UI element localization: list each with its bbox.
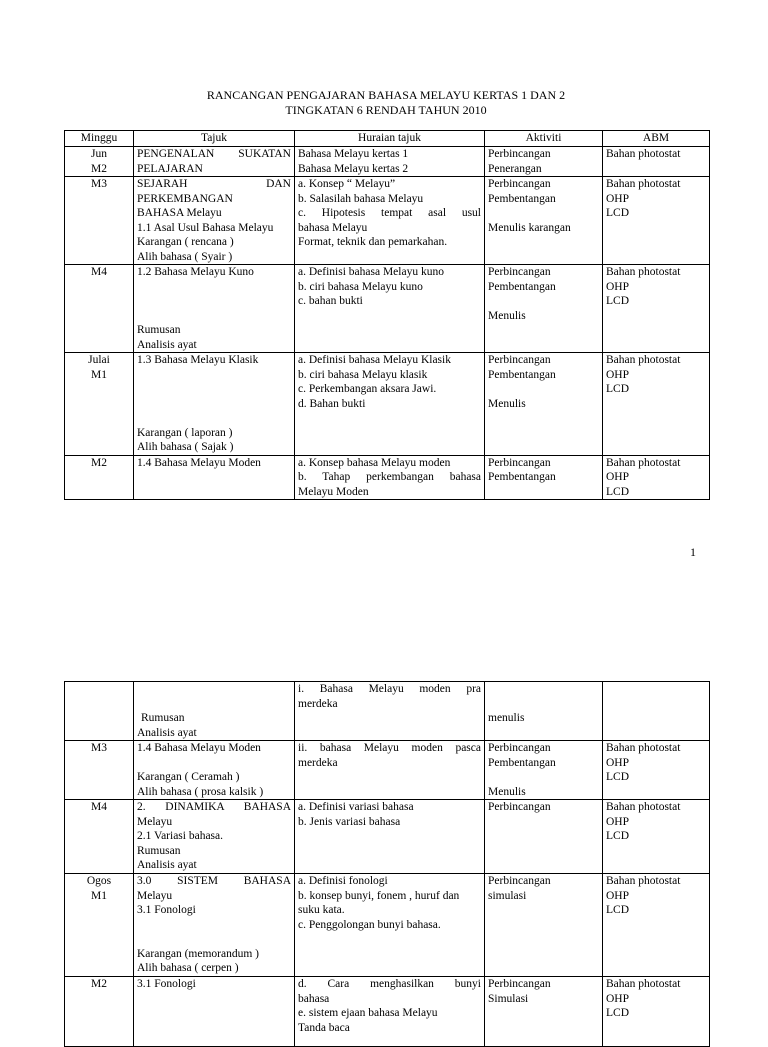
cell-text: Bahan photostat [606, 354, 681, 366]
cell-text: Menulis [488, 785, 526, 798]
cell-text: Bahan photostat [606, 978, 681, 990]
cell-abm [603, 682, 710, 741]
cell-text: PELAJARAN [137, 162, 203, 175]
cell-text: OHP [606, 280, 630, 293]
table-row [65, 353, 710, 456]
cell-text: Analisis ayat [137, 726, 197, 739]
cell-text: Bahan photostat [606, 875, 681, 887]
table-row [65, 874, 710, 977]
cell-text: M2 [91, 978, 107, 990]
cell-text: LCD [606, 485, 629, 498]
cell-huraian [295, 353, 485, 456]
cell-text: LCD [606, 830, 629, 842]
cell-text: 3.1 Fonologi [137, 978, 196, 990]
cell-text: bahasa Melayu [298, 221, 368, 234]
cell-text: Tanda baca [298, 1021, 350, 1034]
cell-text: OHP [606, 889, 630, 902]
cell-text: M3 [91, 178, 107, 190]
cell-text: Perbincangan [488, 978, 551, 990]
cell-text: Perbincangan [488, 354, 551, 366]
cell-text: 3.1 Fonologi [137, 904, 196, 916]
cell-text: b. ciri bahasa Melayu klasik [298, 368, 428, 381]
cell-minggu [65, 682, 134, 741]
cell-text: Format, teknik dan pemarkahan. [298, 236, 448, 248]
cell-text: Bahan photostat [606, 178, 681, 190]
cell-text: 2.1 Variasi bahasa. [137, 830, 224, 842]
cell-tajuk [134, 177, 295, 265]
cell-huraian [295, 265, 485, 353]
cell-text: Pembentangan [488, 368, 556, 381]
cell-text: merdeka [298, 697, 338, 710]
cell-minggu [65, 147, 134, 177]
cell-text: LCD [606, 207, 629, 219]
cell-text: LCD [606, 771, 629, 783]
cell-text: Karangan ( rencana ) [137, 236, 234, 248]
cell-aktiviti [485, 455, 603, 500]
cell-tajuk [134, 147, 295, 177]
cell-huraian [295, 682, 485, 741]
cell-tajuk [134, 353, 295, 456]
cell-abm [603, 353, 710, 456]
cell-text: i. Bahasa Melayu moden pra [298, 683, 481, 695]
cell-text: a. Definisi variasi bahasa [298, 801, 414, 813]
cell-text: d. Bahan bukti [298, 397, 366, 410]
cell-text: Bahan photostat [606, 266, 681, 278]
cell-huraian [295, 977, 485, 1047]
cell-text: ii. bahasa Melayu moden pasca [298, 742, 481, 754]
cell-minggu [65, 977, 134, 1047]
cell-text: bahasa [298, 992, 330, 1005]
cell-text: Bahan photostat [606, 148, 681, 160]
table-row [65, 147, 710, 177]
cell-text: Julai [88, 354, 110, 366]
cell-text: Bahasa Melayu kertas 2 [298, 162, 409, 175]
cell-text: Melayu [137, 889, 173, 902]
cell-text: Karangan ( Ceramah ) [137, 771, 240, 783]
cell-abm [603, 977, 710, 1047]
cell-aktiviti [485, 147, 603, 177]
cell-text: Melayu Moden [298, 485, 369, 498]
cell-text: Karangan (memorandum ) [137, 947, 259, 960]
cell-text: OHP [606, 756, 630, 769]
cell-text: b. Jenis variasi bahasa [298, 815, 401, 828]
cell-abm [603, 455, 710, 500]
cell-aktiviti [485, 265, 603, 353]
cell-abm [603, 800, 710, 874]
cell-text: d. Cara menghasilkan bunyi [298, 978, 481, 990]
cell-tajuk [134, 455, 295, 500]
cell-text: OHP [606, 992, 630, 1005]
cell-text: a. Definisi bahasa Melayu Klasik [298, 354, 451, 366]
cell-text: 1.1 Asal Usul Bahasa Melayu [137, 221, 274, 234]
cell-text: Perbincangan [488, 875, 551, 887]
column-header-minggu: Minggu [65, 131, 134, 147]
cell-aktiviti [485, 977, 603, 1047]
cell-text: Perbincangan [488, 148, 551, 160]
column-header-abm: ABM [603, 131, 710, 147]
lesson-plan-table-page-1 [64, 130, 710, 500]
cell-text: a. Konsep “ Melayu” [298, 178, 396, 190]
cell-text: a. Konsep bahasa Melayu moden [298, 456, 451, 469]
cell-text: a. Definisi fonologi [298, 875, 388, 887]
cell-text: Rumusan [137, 844, 181, 857]
cell-text: Analisis ayat [137, 338, 197, 351]
cell-text: Jun [91, 148, 107, 160]
cell-text: M1 [91, 889, 107, 902]
cell-minggu [65, 177, 134, 265]
cell-abm [603, 741, 710, 800]
cell-text: b. Tahap perkembangan bahasa [298, 471, 481, 483]
column-header-tajuk: Tajuk [134, 131, 295, 147]
cell-minggu [65, 353, 134, 456]
cell-text: OHP [606, 471, 630, 483]
cell-text: c. bahan bukti [298, 295, 363, 307]
document-subtitle: TINGKATAN 6 RENDAH TAHUN 2010 [285, 103, 487, 117]
cell-text: Perbincangan [488, 266, 551, 278]
cell-text: Menulis [488, 309, 526, 322]
cell-text: simulasi [488, 889, 527, 902]
cell-text: a. Definisi bahasa Melayu kuno [298, 266, 444, 278]
table-row [65, 682, 710, 741]
cell-text: c. Hipotesis tempat asal usul [298, 207, 481, 219]
cell-text: OHP [606, 368, 630, 381]
cell-text: b. ciri bahasa Melayu kuno [298, 280, 423, 293]
cell-aktiviti [485, 682, 603, 741]
cell-aktiviti [485, 800, 603, 874]
cell-text: 3.0 SISTEM BAHASA [137, 875, 291, 887]
cell-text: Bahan photostat [606, 742, 681, 754]
cell-text: Menulis [488, 397, 526, 410]
cell-text: SEJARAH DAN [137, 178, 291, 190]
cell-tajuk [134, 265, 295, 353]
cell-text: Pembentangan [488, 756, 556, 769]
cell-text: LCD [606, 295, 629, 307]
table-row [65, 977, 710, 1047]
cell-text: Analisis ayat [137, 859, 197, 871]
cell-text: M2 [91, 456, 107, 469]
cell-abm [603, 265, 710, 353]
cell-text: LCD [606, 1007, 629, 1019]
lesson-plan-table-page-2 [64, 681, 710, 1047]
cell-huraian [295, 874, 485, 977]
cell-text: menulis [488, 712, 525, 724]
cell-text: Bahan photostat [606, 801, 681, 813]
cell-minggu [65, 874, 134, 977]
cell-text: Perbincangan [488, 456, 551, 469]
cell-text: LCD [606, 383, 629, 395]
cell-text: Pembentangan [488, 280, 556, 293]
cell-text: Rumusan [141, 712, 185, 724]
cell-abm [603, 147, 710, 177]
cell-text: c. Perkembangan aksara Jawi. [298, 383, 437, 395]
cell-text: Karangan ( laporan ) [137, 426, 233, 439]
table-row [65, 800, 710, 874]
cell-huraian [295, 741, 485, 800]
cell-text: Melayu [137, 815, 173, 828]
table-row [65, 455, 710, 500]
cell-huraian [295, 800, 485, 874]
cell-text: Alih bahasa ( prosa kalsik ) [137, 785, 264, 798]
cell-minggu [65, 741, 134, 800]
cell-text: M4 [91, 266, 107, 278]
cell-text: Penerangan [488, 162, 542, 175]
cell-text: b. konsep bunyi, fonem , huruf dan [298, 889, 460, 902]
cell-tajuk [134, 874, 295, 977]
cell-aktiviti [485, 353, 603, 456]
cell-text: Bahan photostat [606, 456, 681, 469]
cell-abm [603, 874, 710, 977]
cell-text: c. Penggolongan bunyi bahasa. [298, 918, 441, 931]
cell-text: Rumusan [137, 324, 181, 336]
cell-text: LCD [606, 904, 629, 916]
cell-abm [603, 177, 710, 265]
cell-aktiviti [485, 874, 603, 977]
cell-text: OHP [606, 192, 630, 205]
cell-text: BAHASA Melayu [137, 207, 222, 219]
cell-text: merdeka [298, 756, 338, 769]
cell-text: Ogos [86, 875, 112, 887]
cell-huraian [295, 147, 485, 177]
cell-text: 1.4 Bahasa Melayu Moden [137, 456, 261, 469]
cell-text: 2. DINAMIKA BAHASA [137, 801, 291, 813]
cell-tajuk [134, 741, 295, 800]
cell-aktiviti [485, 177, 603, 265]
cell-text: Pembentangan [488, 192, 556, 205]
cell-minggu [65, 455, 134, 500]
cell-text: 1.2 Bahasa Melayu Kuno [137, 266, 254, 278]
cell-text: Perbincangan [488, 801, 551, 813]
cell-tajuk [134, 977, 295, 1047]
column-header-aktiviti: Aktiviti [485, 131, 603, 147]
cell-text: 1.4 Bahasa Melayu Moden [137, 742, 261, 754]
cell-minggu [65, 265, 134, 353]
cell-text: 1.3 Bahasa Melayu Klasik [137, 354, 259, 366]
cell-text: Alih bahasa ( Sajak ) [137, 441, 234, 453]
cell-text: M2 [91, 162, 107, 175]
cell-huraian [295, 177, 485, 265]
table-row [65, 741, 710, 800]
cell-text: b. Salasilah bahasa Melayu [298, 192, 424, 205]
cell-huraian [295, 455, 485, 500]
cell-text: M1 [91, 368, 107, 381]
cell-text: Menulis karangan [488, 221, 571, 234]
cell-text: suku kata. [298, 904, 345, 916]
cell-text: Alih bahasa ( Syair ) [137, 250, 233, 263]
table-row [65, 177, 710, 265]
cell-text: M3 [91, 742, 107, 754]
cell-text: Bahasa Melayu kertas 1 [298, 148, 409, 160]
table-header-row [65, 131, 710, 147]
cell-tajuk [134, 800, 295, 874]
cell-text: OHP [606, 815, 630, 828]
cell-text: M4 [91, 801, 107, 813]
cell-text: Pembentangan [488, 471, 556, 483]
cell-text: Perbincangan [488, 742, 551, 754]
cell-text: PERKEMBANGAN [137, 192, 233, 205]
document-title: RANCANGAN PENGAJARAN BAHASA MELAYU KERTAS 1 DAN 2 [206, 88, 566, 102]
column-header-huraian: Huraian tajuk [295, 131, 485, 147]
table-row [65, 265, 710, 353]
cell-aktiviti [485, 741, 603, 800]
cell-text: e. sistem ejaan bahasa Melayu [298, 1007, 438, 1019]
cell-tajuk [134, 682, 295, 741]
cell-text: PENGENALAN SUKATAN [137, 148, 291, 160]
page-number: 1 [690, 545, 696, 559]
cell-text: Alih bahasa ( cerpen ) [137, 962, 239, 974]
cell-text: Simulasi [488, 992, 529, 1005]
cell-minggu [65, 800, 134, 874]
cell-text: Perbincangan [488, 178, 551, 190]
